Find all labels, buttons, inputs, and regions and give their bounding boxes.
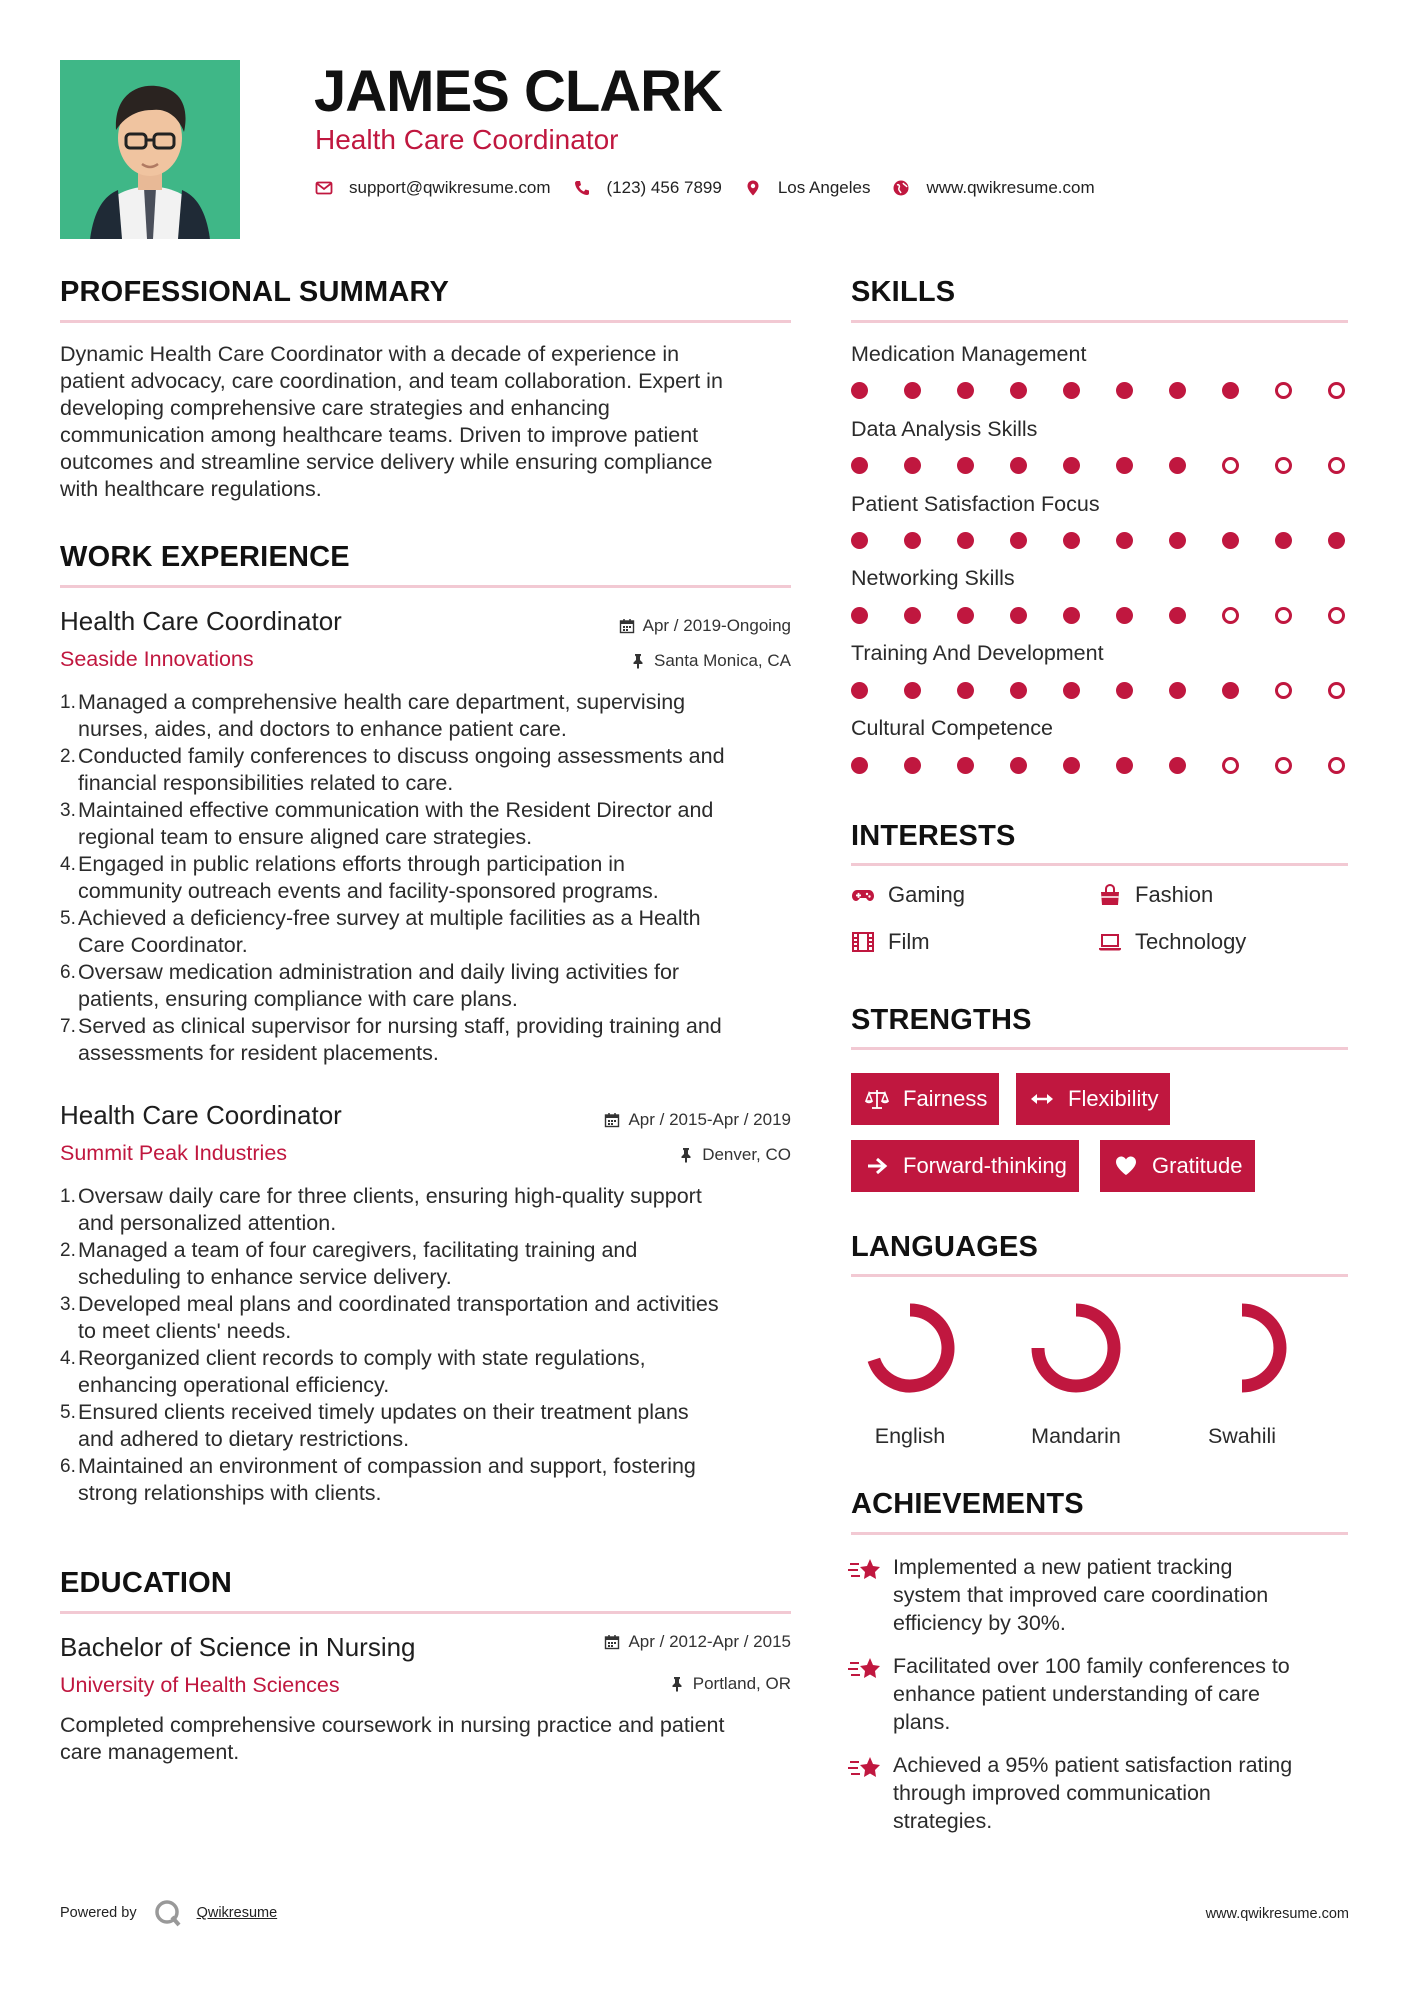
location-text: Los Angeles bbox=[777, 178, 871, 197]
star-award-icon bbox=[848, 1555, 882, 1585]
duty-line: Ensured clients received timely updates on their treatment plans bbox=[78, 1400, 689, 1424]
education-divider bbox=[60, 1611, 791, 1614]
duty-item: 6. Maintained an environment of compassion and support, fostering strong relationships with clients. bbox=[60, 1453, 800, 1507]
gamepad-icon bbox=[851, 883, 875, 907]
skill-rating bbox=[851, 682, 1345, 699]
interest-gaming bbox=[851, 882, 965, 908]
rating-dot-filled bbox=[1063, 382, 1080, 399]
school-name: University of Health Sciences bbox=[60, 1673, 340, 1697]
skills-heading: SKILLS bbox=[851, 276, 956, 308]
duty-line: Conducted family conferences to discuss ongoing assessments and bbox=[78, 744, 725, 768]
duty-item: 2. Conducted family conferences to discuss ongoing assessments and financial responsibilities related to care. bbox=[60, 743, 800, 797]
achievement-item bbox=[848, 1751, 1333, 1835]
rating-dot-filled bbox=[957, 757, 974, 774]
duty-item: 1. Oversaw daily care for three clients, ensuring high-quality support and personalized attention. bbox=[60, 1183, 800, 1237]
job-location-text: Denver, CO bbox=[702, 1145, 791, 1164]
duty-line: and personalized attention. bbox=[78, 1211, 337, 1235]
rating-dot-filled bbox=[1328, 532, 1345, 549]
skills-divider bbox=[851, 320, 1348, 323]
rating-dot-filled bbox=[957, 682, 974, 699]
candidate-role: Health Care Coordinator bbox=[315, 124, 619, 155]
rating-dot-filled bbox=[1063, 532, 1080, 549]
duty-line: and adhered to dietary restrictions. bbox=[78, 1427, 410, 1451]
job-dates bbox=[604, 1110, 791, 1130]
email-text: support@qwikresume.com bbox=[349, 178, 551, 197]
website-text: www.qwikresume.com bbox=[926, 178, 1095, 197]
interests-heading: INTERESTS bbox=[851, 820, 1016, 852]
rating-dot-filled bbox=[1222, 382, 1239, 399]
person-portrait-icon bbox=[60, 60, 240, 239]
achievement-line: Achieved a 95% patient satisfaction rating bbox=[893, 1753, 1293, 1777]
map-pin-icon bbox=[744, 179, 762, 197]
interest-label: Fashion bbox=[1135, 882, 1214, 907]
language-name: Mandarin bbox=[1031, 1424, 1121, 1448]
achievement-line: Implemented a new patient tracking bbox=[893, 1555, 1233, 1579]
phone-icon bbox=[573, 179, 591, 197]
rating-dot-filled bbox=[851, 382, 868, 399]
contact-email[interactable] bbox=[315, 178, 551, 198]
rating-dot-filled bbox=[1116, 607, 1133, 624]
rating-dot-filled bbox=[1275, 532, 1292, 549]
duty-item: 2. Managed a team of four caregivers, facilitating training and scheduling to enhance service delivery. bbox=[60, 1237, 800, 1291]
calendar-icon bbox=[604, 1634, 620, 1650]
achievement-item bbox=[848, 1652, 1333, 1736]
rating-dot-filled bbox=[904, 457, 921, 474]
job-location-text: Santa Monica, CA bbox=[653, 651, 791, 670]
interest-fashion bbox=[1098, 882, 1213, 908]
job-location bbox=[630, 651, 791, 671]
language-swahili bbox=[1187, 1302, 1297, 1449]
rating-dot-empty bbox=[1222, 457, 1239, 474]
skill-rating bbox=[851, 757, 1345, 774]
balance-scale-icon bbox=[865, 1087, 889, 1111]
envelope-icon bbox=[315, 179, 333, 197]
duty-item: 6. Oversaw medication administration and daily living activities for patients, ensuring compliance with care plans. bbox=[60, 959, 800, 1013]
language-level-arc bbox=[1242, 1310, 1280, 1386]
job-dates bbox=[619, 616, 791, 636]
rating-dot-empty bbox=[1222, 757, 1239, 774]
skill-rating bbox=[851, 607, 1345, 624]
rating-dot-empty bbox=[1275, 757, 1292, 774]
duty-line: financial responsibilities related to care. bbox=[78, 771, 454, 795]
rating-dot-filled bbox=[904, 607, 921, 624]
rating-dot-filled bbox=[904, 682, 921, 699]
rating-dot-filled bbox=[1169, 757, 1186, 774]
phone-text: (123) 456 7899 bbox=[606, 178, 722, 197]
rating-dot-empty bbox=[1328, 682, 1345, 699]
achievement-line: efficiency by 30%. bbox=[893, 1611, 1066, 1635]
rating-dot-filled bbox=[957, 607, 974, 624]
duty-line: Achieved a deficiency-free survey at multiple facilities as a Health bbox=[78, 906, 701, 930]
duty-line: Maintained an environment of compassion and support, fostering bbox=[78, 1454, 696, 1478]
rating-dot-empty bbox=[1275, 382, 1292, 399]
summary-line: developing comprehensive care strategies and enhancing bbox=[60, 396, 610, 420]
education-line: Completed comprehensive coursework in nursing practice and patient bbox=[60, 1713, 725, 1737]
duty-item: 4. Reorganized client records to comply with state regulations, enhancing operational efficiency. bbox=[60, 1345, 800, 1399]
strength-badge-flexibility bbox=[1016, 1073, 1170, 1125]
strengths-divider bbox=[851, 1047, 1348, 1050]
interests-divider bbox=[851, 863, 1348, 866]
language-level-arc bbox=[874, 1310, 948, 1386]
duty-line: patients, ensuring compliance with care plans. bbox=[78, 987, 518, 1011]
languages-heading: LANGUAGES bbox=[851, 1231, 1039, 1263]
duty-line: Oversaw medication administration and daily living activities for bbox=[78, 960, 680, 984]
rating-dot-filled bbox=[1116, 532, 1133, 549]
strength-badge-gratitude bbox=[1100, 1140, 1255, 1192]
language-level-ring bbox=[1196, 1302, 1288, 1394]
job-dates-text: Apr / 2019-Ongoing bbox=[642, 616, 791, 635]
duty-item: 5. Ensured clients received timely updates on their treatment plans and adhered to dietary restrictions. bbox=[60, 1399, 800, 1453]
rating-dot-filled bbox=[1116, 382, 1133, 399]
achievement-line: enhance patient understanding of care bbox=[893, 1682, 1260, 1706]
rating-dot-empty bbox=[1275, 682, 1292, 699]
pushpin-icon bbox=[678, 1147, 694, 1163]
strength-badge-forward-thinking bbox=[851, 1140, 1079, 1192]
skill-name: Medication Management bbox=[851, 342, 1087, 366]
candidate-name: JAMES CLARK bbox=[314, 59, 722, 124]
strength-label: Forward-thinking bbox=[903, 1153, 1067, 1178]
duty-line: strong relationships with clients. bbox=[78, 1481, 382, 1505]
contact-phone[interactable] bbox=[573, 178, 722, 198]
profile-photo bbox=[60, 60, 240, 239]
language-level-ring bbox=[1030, 1302, 1122, 1394]
rating-dot-filled bbox=[904, 532, 921, 549]
rating-dot-filled bbox=[1116, 682, 1133, 699]
strengths-heading: STRENGTHS bbox=[851, 1004, 1032, 1036]
job-location bbox=[678, 1145, 791, 1165]
duty-line: Managed a comprehensive health care department, supervising bbox=[78, 690, 686, 714]
skill-name: Training And Development bbox=[851, 641, 1104, 665]
skill-name: Patient Satisfaction Focus bbox=[851, 492, 1100, 516]
rating-dot-filled bbox=[1063, 757, 1080, 774]
laptop-icon bbox=[1098, 930, 1122, 954]
arrows-horizontal-icon bbox=[1030, 1087, 1054, 1111]
duty-line: community outreach events and facility-sponsored programs. bbox=[78, 879, 659, 903]
achievement-text bbox=[893, 1553, 1333, 1637]
powered-by-text: Powered by bbox=[60, 1905, 137, 1921]
pushpin-icon bbox=[630, 653, 646, 669]
contact-location bbox=[744, 178, 871, 198]
job-company: Seaside Innovations bbox=[60, 647, 254, 671]
qwikresume-link[interactable]: Qwikresume bbox=[196, 1905, 278, 1921]
rating-dot-filled bbox=[1063, 607, 1080, 624]
skill-name: Cultural Competence bbox=[851, 716, 1053, 740]
language-name: Swahili bbox=[1207, 1424, 1277, 1448]
education-dates-text: Apr / 2012-Apr / 2015 bbox=[628, 1632, 791, 1651]
duty-line: Managed a team of four caregivers, facilitating training and bbox=[78, 1238, 638, 1262]
pushpin-icon bbox=[669, 1676, 685, 1692]
education-description bbox=[60, 1712, 800, 1766]
education-line: care management. bbox=[60, 1740, 240, 1764]
duty-item: 7. Served as clinical supervisor for nursing staff, providing training and assessments for resident placements. bbox=[60, 1013, 800, 1067]
achievements-divider bbox=[851, 1532, 1348, 1535]
summary-line: patient advocacy, care coordination, and team collaboration. Expert in bbox=[60, 369, 723, 393]
duty-line: regional team to ensure aligned care strategies. bbox=[78, 825, 533, 849]
calendar-icon bbox=[619, 618, 635, 634]
achievement-line: strategies. bbox=[893, 1809, 993, 1833]
education-dates bbox=[604, 1632, 791, 1652]
achievement-line: plans. bbox=[893, 1710, 951, 1734]
interest-label: Technology bbox=[1135, 929, 1247, 954]
rating-dot-empty bbox=[1275, 457, 1292, 474]
skill-rating bbox=[851, 382, 1345, 399]
duty-line: Reorganized client records to comply with state regulations, bbox=[78, 1346, 646, 1370]
summary-line: Dynamic Health Care Coordinator with a decade of experience in bbox=[60, 342, 680, 366]
rating-dot-filled bbox=[1010, 757, 1027, 774]
duty-line: Served as clinical supervisor for nursing staff, providing training and bbox=[78, 1014, 722, 1038]
rating-dot-filled bbox=[1010, 532, 1027, 549]
rating-dot-filled bbox=[1063, 457, 1080, 474]
duty-line: Care Coordinator. bbox=[78, 933, 248, 957]
education-location-text: Portland, OR bbox=[692, 1674, 791, 1693]
rating-dot-filled bbox=[1169, 607, 1186, 624]
achievements-heading: ACHIEVEMENTS bbox=[851, 1488, 1084, 1520]
job-dates-text: Apr / 2015-Apr / 2019 bbox=[628, 1110, 791, 1129]
rating-dot-empty bbox=[1328, 457, 1345, 474]
job-title: Health Care Coordinator bbox=[60, 606, 342, 636]
duty-line: assessments for resident placements. bbox=[78, 1041, 439, 1065]
star-award-icon bbox=[848, 1654, 882, 1684]
duty-line: enhancing operational efficiency. bbox=[78, 1373, 390, 1397]
job-duties-list bbox=[60, 1183, 800, 1507]
rating-dot-filled bbox=[1010, 607, 1027, 624]
duty-item: 1. Managed a comprehensive health care department, supervising nurses, aides, and doctors to enhance patient care. bbox=[60, 689, 800, 743]
language-level-arc bbox=[1038, 1310, 1114, 1386]
experience-heading: WORK EXPERIENCE bbox=[60, 541, 350, 573]
rating-dot-filled bbox=[957, 382, 974, 399]
achievement-item bbox=[848, 1553, 1333, 1637]
rating-dot-empty bbox=[1222, 607, 1239, 624]
duty-line: nurses, aides, and doctors to enhance patient care. bbox=[78, 717, 567, 741]
interest-technology bbox=[1098, 929, 1246, 955]
summary-heading: PROFESSIONAL SUMMARY bbox=[60, 276, 450, 308]
languages-divider bbox=[851, 1274, 1348, 1277]
education-heading: EDUCATION bbox=[60, 1567, 233, 1599]
rating-dot-filled bbox=[851, 682, 868, 699]
rating-dot-filled bbox=[1010, 682, 1027, 699]
interest-label: Gaming bbox=[888, 882, 966, 907]
rating-dot-filled bbox=[957, 532, 974, 549]
summary-line: communication among healthcare teams. Driven to improve patient bbox=[60, 423, 699, 447]
achievement-text bbox=[893, 1751, 1333, 1835]
shopping-bag-icon bbox=[1098, 883, 1122, 907]
rating-dot-filled bbox=[851, 457, 868, 474]
globe-icon bbox=[892, 179, 910, 197]
interest-film bbox=[851, 929, 930, 955]
experience-divider bbox=[60, 585, 791, 588]
rating-dot-filled bbox=[1063, 682, 1080, 699]
skill-rating bbox=[851, 532, 1345, 549]
rating-dot-filled bbox=[851, 607, 868, 624]
rating-dot-empty bbox=[1328, 757, 1345, 774]
duty-item: 4. Engaged in public relations efforts through participation in community outreach events and facility-sponsored programs. bbox=[60, 851, 800, 905]
duty-line: Maintained effective communication with the Resident Director and bbox=[78, 798, 714, 822]
rating-dot-filled bbox=[1222, 532, 1239, 549]
star-award-icon bbox=[848, 1753, 882, 1783]
summary-line: with healthcare regulations. bbox=[60, 477, 322, 501]
film-icon bbox=[851, 930, 875, 954]
duty-item: 5. Achieved a deficiency-free survey at multiple facilities as a Health Care Coordinator. bbox=[60, 905, 800, 959]
calendar-icon bbox=[604, 1112, 620, 1128]
rating-dot-filled bbox=[904, 382, 921, 399]
strength-label: Flexibility bbox=[1068, 1086, 1159, 1111]
arrow-right-icon bbox=[865, 1154, 889, 1178]
rating-dot-filled bbox=[1169, 532, 1186, 549]
footer-powered-by bbox=[60, 1898, 277, 1928]
duty-item: 3. Maintained effective communication with the Resident Director and regional team to ensure aligned care strategies. bbox=[60, 797, 800, 851]
job-company: Summit Peak Industries bbox=[60, 1141, 288, 1165]
achievement-line: through improved communication bbox=[893, 1781, 1211, 1805]
strength-badge-fairness bbox=[851, 1073, 999, 1125]
achievement-line: system that improved care coordination bbox=[893, 1583, 1269, 1607]
job-title: Health Care Coordinator bbox=[60, 1100, 342, 1130]
rating-dot-empty bbox=[1328, 382, 1345, 399]
rating-dot-filled bbox=[904, 757, 921, 774]
rating-dot-filled bbox=[1010, 382, 1027, 399]
strength-label: Gratitude bbox=[1152, 1153, 1243, 1178]
rating-dot-empty bbox=[1328, 607, 1345, 624]
qwikresume-logo-icon bbox=[153, 1898, 183, 1928]
heart-icon bbox=[1114, 1154, 1138, 1178]
rating-dot-filled bbox=[1116, 457, 1133, 474]
rating-dot-filled bbox=[1169, 682, 1186, 699]
language-level-ring bbox=[864, 1302, 956, 1394]
job-duties-list bbox=[60, 689, 800, 1067]
footer-website[interactable]: www.qwikresume.com bbox=[1205, 1906, 1349, 1922]
duty-line: Engaged in public relations efforts through participation in bbox=[78, 852, 626, 876]
rating-dot-filled bbox=[1222, 682, 1239, 699]
achievement-line: Facilitated over 100 family conferences to bbox=[893, 1654, 1290, 1678]
rating-dot-filled bbox=[1169, 382, 1186, 399]
skill-rating bbox=[851, 457, 1345, 474]
rating-dot-empty bbox=[1275, 607, 1292, 624]
duty-item: 3. Developed meal plans and coordinated transportation and activities to meet clients' needs. bbox=[60, 1291, 800, 1345]
duty-line: Oversaw daily care for three clients, ensuring high-quality support bbox=[78, 1184, 702, 1208]
duty-line: to meet clients' needs. bbox=[78, 1319, 292, 1343]
rating-dot-filled bbox=[1116, 757, 1133, 774]
duty-line: scheduling to enhance service delivery. bbox=[78, 1265, 452, 1289]
contact-website[interactable] bbox=[892, 178, 1094, 198]
summary-divider bbox=[60, 320, 791, 323]
language-mandarin bbox=[1021, 1302, 1131, 1449]
education-location bbox=[669, 1674, 791, 1694]
skill-name: Networking Skills bbox=[851, 566, 1015, 590]
achievement-text bbox=[893, 1652, 1333, 1736]
duty-line: Developed meal plans and coordinated transportation and activities bbox=[78, 1292, 719, 1316]
skill-name: Data Analysis Skills bbox=[851, 417, 1038, 441]
rating-dot-filled bbox=[1010, 457, 1027, 474]
language-name: English bbox=[874, 1424, 946, 1448]
interest-label: Film bbox=[888, 929, 930, 954]
rating-dot-filled bbox=[1169, 457, 1186, 474]
rating-dot-filled bbox=[851, 757, 868, 774]
degree-title: Bachelor of Science in Nursing bbox=[60, 1632, 416, 1662]
strength-label: Fairness bbox=[903, 1086, 988, 1111]
contact-bar bbox=[315, 178, 1117, 198]
summary-text bbox=[60, 341, 800, 503]
summary-line: outcomes and streamline service delivery while ensuring compliance bbox=[60, 450, 713, 474]
rating-dot-filled bbox=[957, 457, 974, 474]
rating-dot-filled bbox=[851, 532, 868, 549]
language-english bbox=[855, 1302, 965, 1449]
